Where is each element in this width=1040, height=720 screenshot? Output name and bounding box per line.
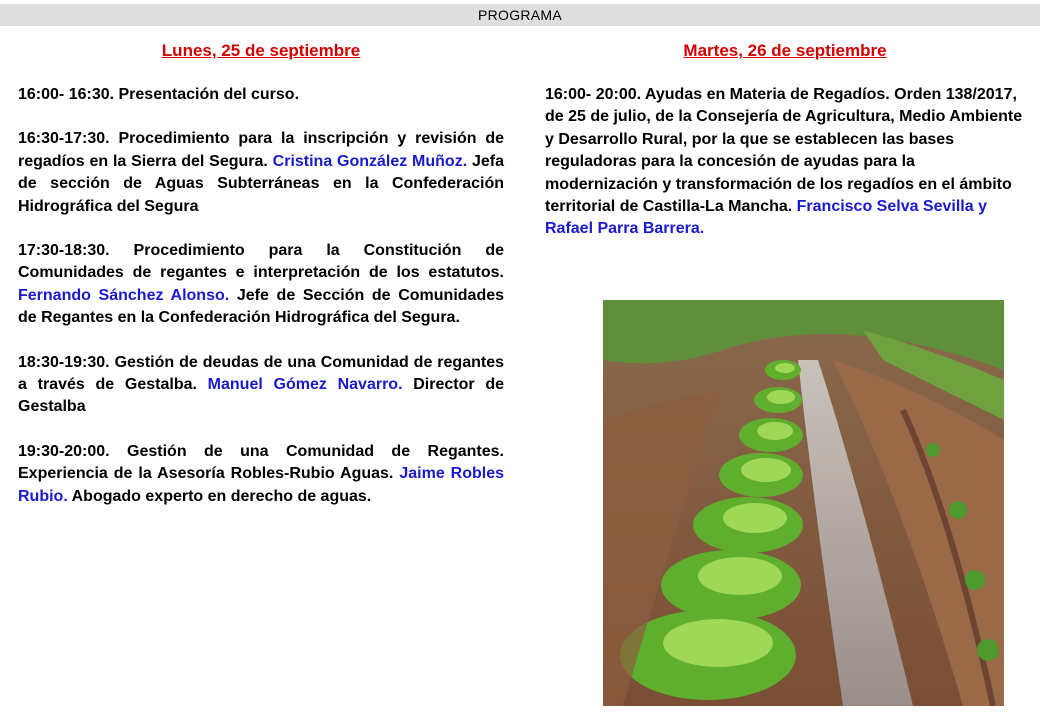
schedule-entry <box>545 84 1025 241</box>
entry-text: 19:30-20:00. Gestión de una Comunidad de Regantes. Experiencia de la Asesoría Robles-Rubio Aguas. <box>18 442 504 483</box>
entry-text: 16:30-17:30. Procedimiento para la inscripción y revisión de regadíos en la Sierra del Segura. <box>18 130 504 170</box>
lettuce-irrigation-photo <box>603 300 1004 706</box>
speaker-role: Director de Gestalba <box>18 376 504 416</box>
tuesday-column <box>545 40 1025 263</box>
speaker-name: Manuel Gómez Navarro. <box>207 376 403 394</box>
speaker-name: Francisco Selva Sevilla y Rafael Parra Barrera. <box>545 198 987 238</box>
speaker-name: Fernando Sánchez Alonso. <box>18 286 230 304</box>
program-header <box>0 4 1040 26</box>
schedule-entry <box>18 128 504 218</box>
tuesday-title: Martes, 26 de septiembre <box>683 41 887 60</box>
monday-column <box>18 40 504 530</box>
schedule-entry <box>18 84 504 106</box>
schedule-entry <box>18 441 504 508</box>
schedule-entry <box>18 240 504 330</box>
schedule-entry <box>18 352 504 419</box>
speaker-role: Jefa de sección de Aguas Subterráneas en la Confederación Hidrográfica del Segura <box>18 152 504 215</box>
monday-title: Lunes, 25 de septiembre <box>161 41 361 60</box>
lettuce-field-illustration <box>603 300 1004 706</box>
speaker-name: Jaime Robles Rubio. <box>18 465 505 505</box>
speaker-role: Abogado experto en derecho de aguas. <box>71 487 372 505</box>
speaker-role: Jefe de Sección de Comunidades de Regantes en la Confederación Hidrográfica del Segura. <box>18 286 505 327</box>
entry-text: 17:30-18:30. Procedimiento para la Constitución de Comunidades de regantes e interpretación de los estatutos. <box>18 242 504 282</box>
entry-text: 18:30-19:30. Gestión de deudas de una Comunidad de regantes a través de Gestalba. <box>18 353 504 394</box>
speaker-name: Cristina González Muñoz. <box>272 152 468 170</box>
entry-text: 16:00- 16:30. Presentación del curso. <box>18 86 300 103</box>
program-title: PROGRAMA <box>477 7 563 23</box>
entry-text: 16:00- 20:00. Ayudas en Materia de Regadíos. Orden 138/2017, de 25 de julio, de la Consejería de Agricultura, Medio Ambiente y Desarrollo Rural, por la que se establecen las bases reguladoras para la concesión de ayudas para la modernización y transformación de los regadíos en el ámbito territorial de Castilla-La Mancha. <box>545 86 1023 216</box>
